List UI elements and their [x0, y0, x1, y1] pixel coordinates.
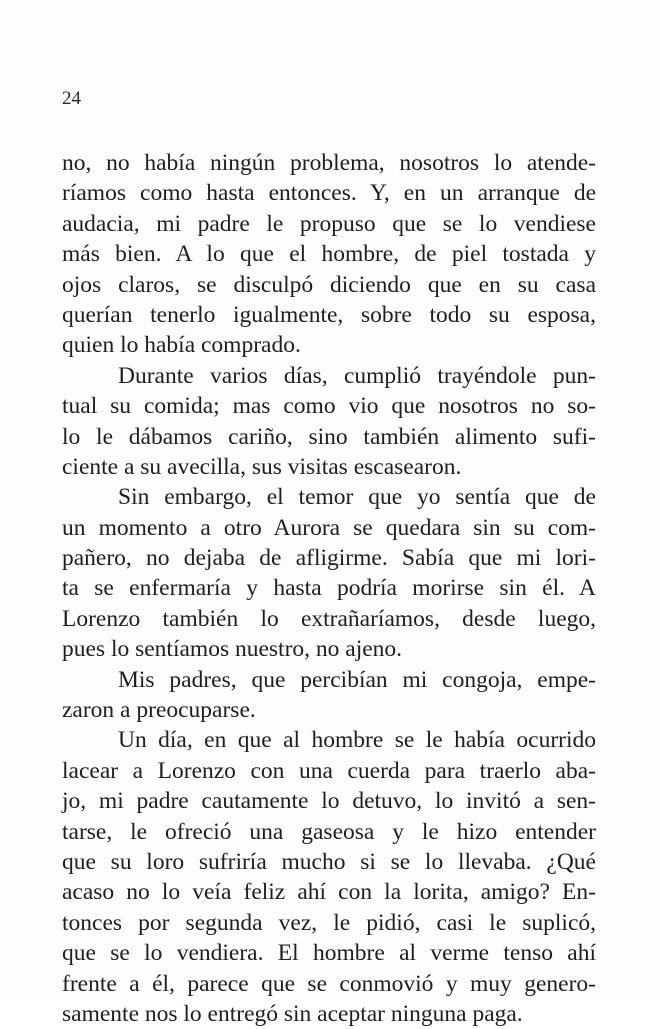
page-number: 24: [62, 88, 81, 109]
text-line: acaso no lo veía feliz ahí con la lorita, amigo? En-: [62, 879, 596, 906]
text-line: samente nos lo entregó sin aceptar ninguna paga.: [62, 1000, 523, 1027]
text-line: zaron a preocuparse.: [62, 697, 256, 724]
text-line: ojos claros, se disculpó diciendo que en su casa: [62, 271, 596, 298]
text-line: Sin embargo, el temor que yo sentía que de: [118, 484, 596, 511]
text-line: tarse, le ofreció una gaseosa y le hizo entender: [62, 818, 596, 845]
text-line: ciente a su avecilla, sus visitas escasearon.: [62, 453, 462, 480]
text-line: no, no había ningún problema, nosotros lo atende-: [62, 150, 596, 176]
text-line: más bien. A lo que el hombre, de piel tostada y: [62, 241, 596, 268]
text-line: ta se enfermaría y hasta podría morirse sin él. A: [62, 575, 596, 602]
text-line: ríamos como hasta entonces. Y, en un arranque de: [62, 180, 596, 207]
text-line: quien lo había comprado.: [62, 332, 301, 359]
paragraph: [62, 482, 596, 664]
text-line: Un día, en que al hombre se le había ocurrido: [118, 727, 596, 754]
text-line: Durante varios días, cumplió trayéndole pun-: [118, 362, 596, 389]
body-text: [62, 148, 596, 1029]
paragraph: [62, 725, 596, 1029]
text-line: audacia, mi padre le propuso que se lo vendiese: [62, 210, 596, 237]
text-line: Lorenzo también lo extrañaríamos, desde luego,: [62, 605, 596, 632]
text-line: Mis padres, que percibían mi congoja, empe-: [118, 666, 596, 693]
text-line: lo le dábamos cariño, sino también alimento sufi-: [62, 423, 596, 450]
text-line: pañero, no dejaba de afligirme. Sabía que mi lori-: [62, 545, 596, 572]
paragraph: [62, 665, 596, 726]
text-line: tual su comida; mas como vio que nosotros no so-: [62, 393, 596, 420]
text-line: tonces por segunda vez, le pidió, casi le suplicó,: [62, 909, 596, 936]
text-line: jo, mi padre cautamente lo detuvo, lo invitó a sen-: [62, 788, 596, 815]
text-line: que se lo vendiera. El hombre al verme tenso ahí: [62, 940, 596, 967]
text-line: un momento a otro Aurora se quedara sin su com-: [62, 514, 596, 541]
paragraph: [62, 148, 596, 361]
paragraph: [62, 361, 596, 483]
text-line: lacear a Lorenzo con una cuerda para traerlo aba-: [62, 757, 596, 784]
text-line: pues lo sentíamos nuestro, no ajeno.: [62, 636, 403, 663]
text-line: que su loro sufriría mucho si se lo llevaba. ¿Qué: [62, 848, 596, 875]
text-line: querían tenerlo igualmente, sobre todo su esposa,: [62, 301, 596, 328]
text-line: frente a él, parece que se conmovió y muy genero-: [62, 970, 596, 997]
